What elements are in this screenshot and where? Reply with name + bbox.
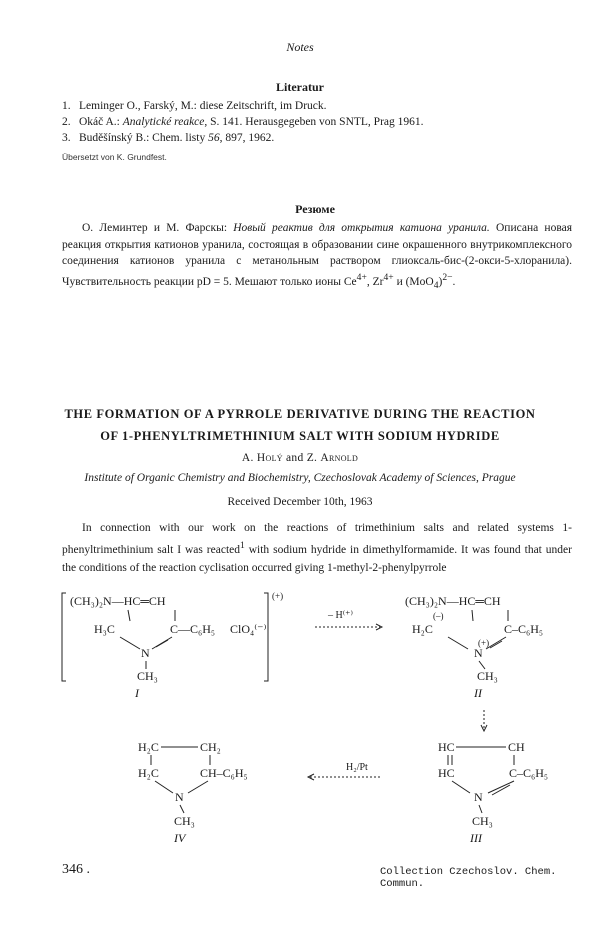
compound-2-minus-charge: (–)	[433, 611, 444, 621]
translator-note: Übersetzt von K. Grundfest.	[62, 152, 167, 162]
article-institute: Institute of Organic Chemistry and Biochemistry, Czechoslovak Academy of Sciences, Prague	[84, 472, 516, 484]
perchlorate-ion: ClO₄⁽⁻⁾	[230, 622, 267, 636]
page-number: 346 .	[62, 862, 90, 877]
compound-3-hc-top: HC	[438, 740, 455, 754]
reference-text: Buděšínský B.: Chem. listy	[79, 132, 209, 144]
arrow-deprotonation	[315, 610, 382, 630]
reference-number: 3.	[62, 132, 71, 144]
reference-number: 1.	[62, 100, 71, 112]
compound-1-ch3: CH₃	[137, 669, 158, 683]
compound-2-n: N	[474, 646, 483, 660]
compound-2-c: C–C₆H₅	[504, 622, 544, 636]
running-head: Notes	[286, 40, 314, 54]
article-title-line: OF 1-PHENYLTRIMETHINIUM SALT WITH SODIUM HYDRIDE	[100, 429, 500, 443]
compound-4	[138, 740, 248, 845]
resume-paragraph	[62, 220, 572, 294]
arrow-1-label: – H⁽⁺⁾	[328, 610, 353, 621]
body-text: In connection with our work on the reactions of trimethinium salts and related systems 1-phenyltrimethinium salt I was reacted	[62, 522, 572, 556]
compound-4-n: N	[175, 790, 184, 804]
reference-list	[62, 98, 424, 146]
compound-4-ch2: CH₂	[200, 740, 221, 754]
reaction-scheme	[60, 585, 580, 855]
article-title-line: THE FORMATION OF A PYRROLE DERIVATIVE DURING THE REACTION	[64, 407, 536, 421]
article-title	[0, 403, 600, 447]
compound-4-ch3: CH₃	[174, 814, 195, 828]
mo-subscript: 4	[433, 279, 439, 291]
resume-title: Новый реактив для открытия катиона уранила.	[233, 222, 490, 234]
compound-3-label: III	[470, 831, 482, 845]
compound-1	[62, 591, 283, 700]
resume-text: .	[452, 275, 456, 288]
compound-3-ch: CH	[508, 740, 525, 754]
body-text: with sodium hydride in dimethylformamide. It was found that under the conditions of the reaction cyclisation occurred giving 1-methyl-2-phenylpyrrole	[62, 543, 572, 574]
compound-4-h2c-top: H₂C	[138, 740, 159, 754]
arrow-cyclisation	[481, 710, 487, 731]
reference-title: Analytické reakce	[122, 116, 205, 128]
compound-3-hc-bottom: HC	[438, 766, 455, 780]
compound-2	[405, 594, 543, 700]
reference-text: , S. 141. Herausgegeben von SNTL, Prag 1961.	[204, 116, 424, 128]
compound-3-n: N	[474, 790, 483, 804]
journal-name: Collection Czechoslov. Chem. Commun.	[380, 866, 557, 890]
compound-3-ch3: CH₃	[472, 814, 493, 828]
compound-4-h2c-bottom: H₂C	[138, 766, 159, 780]
reference-number: 2.	[62, 116, 71, 128]
author-initial: A.	[241, 452, 257, 464]
compound-2-h2c: H₂C	[412, 622, 433, 636]
compound-3	[438, 740, 548, 845]
citation-superscript: 1	[240, 540, 245, 551]
mo-charge: 2−	[442, 271, 453, 283]
compound-4-ch: CH–C₆H₅	[200, 766, 248, 780]
resume-text: и (MoO	[393, 275, 434, 288]
compound-1-c: C—C₆H₅	[170, 622, 216, 636]
resume-text: )	[438, 275, 443, 288]
received-date: Received December 10th, 1963	[227, 496, 373, 508]
compound-1-top: (CH₃)₂N—HC═CH	[70, 594, 166, 608]
compound-2-ch3: CH₃	[477, 669, 498, 683]
resume-text: Описана новая реакция открытия катионов уранила, состоящая в образовании сине окрашенного внутрикомплексного соединения катионов уранила с метанольным раствором глиоксаль-бис-(2-окси-5-хлоранила). Чувствительность реакции pD = 5. Мешают только ионы Ce	[62, 222, 572, 288]
author-name: Arnold	[320, 452, 359, 464]
compound-4-label: IV	[174, 831, 186, 845]
ce-charge: 4+	[356, 271, 367, 283]
arrow-3-label: H₂/Pt	[346, 762, 368, 773]
arrow-hydrogenation	[308, 762, 380, 780]
compound-1-charge: (+)	[272, 591, 284, 601]
article-authors	[0, 452, 600, 464]
literatur-heading: Literatur	[276, 80, 324, 94]
resume-authors: О. Леминтер и М. Фарскы:	[82, 222, 234, 234]
compound-3-c: C–C₆H₅	[509, 766, 549, 780]
compound-2-plus-charge: (+)	[478, 638, 490, 648]
compound-1-n: N	[141, 646, 150, 660]
reference-volume: 56	[208, 132, 220, 144]
article-body-paragraph	[62, 519, 572, 577]
compound-1-h3c: H₃C	[94, 622, 115, 636]
reference-item	[62, 114, 424, 130]
compound-2-top: (CH₃)₂N—HC═CH	[405, 594, 501, 608]
reference-text: , 897, 1962.	[219, 132, 275, 144]
compound-1-label: I	[135, 686, 139, 700]
author-name: Holý	[256, 452, 283, 464]
reference-item	[62, 98, 424, 114]
resume-heading: Резюме	[295, 202, 335, 216]
reference-text: Leminger O., Farský, M.: diese Zeitschrift, im Druck.	[79, 100, 327, 112]
reference-item	[62, 130, 424, 146]
compound-2-label: II	[474, 686, 482, 700]
author-conjunction: and	[282, 452, 307, 464]
resume-text: , Zr	[366, 275, 384, 288]
zr-charge: 4+	[383, 271, 394, 283]
reference-text: Okáč A.:	[79, 116, 123, 128]
author-initial: Z.	[306, 452, 321, 464]
